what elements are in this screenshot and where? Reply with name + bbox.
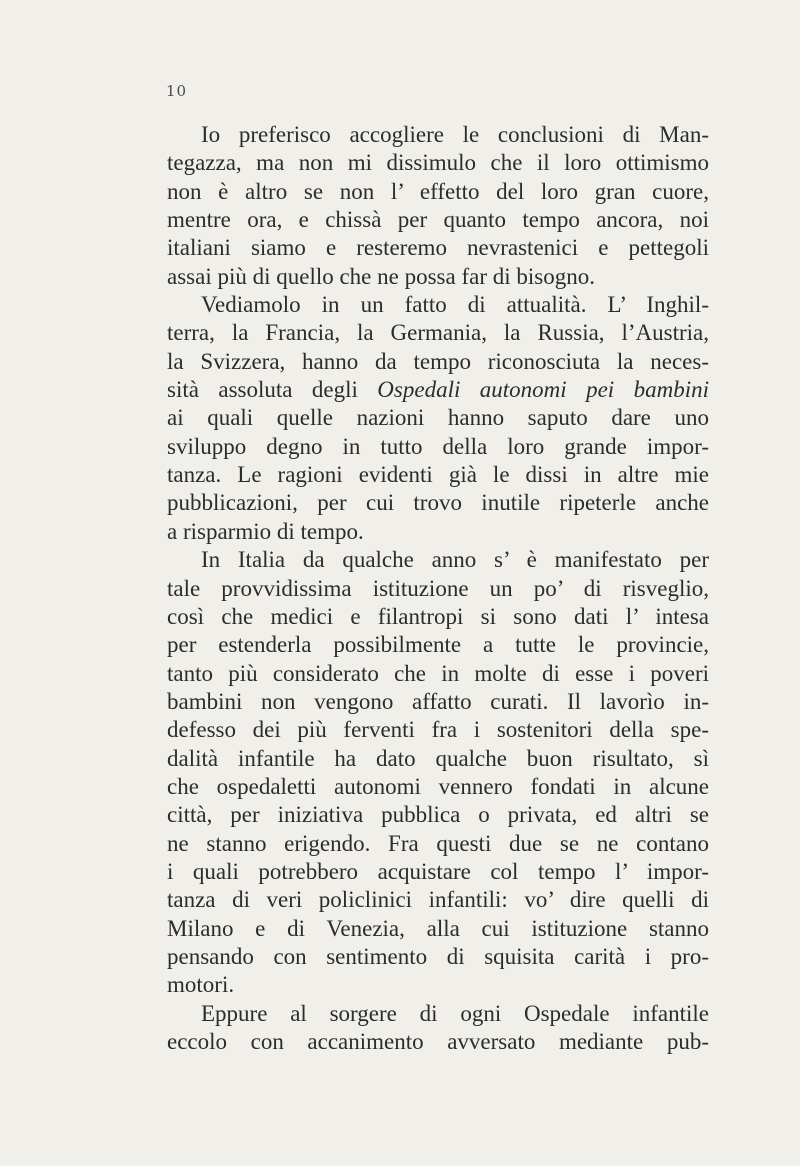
text-line: la Svizzera, hanno da tempo riconosciuta la neces- <box>167 348 709 374</box>
text-line: defesso dei più ferventi fra i sostenitori della spe- <box>167 717 709 743</box>
text-line: tanza. Le ragioni evidenti già le dissi in altre mie <box>167 462 709 488</box>
text-line: bambini non vengono affatto curati. Il lavorìo in- <box>167 688 709 714</box>
text-line: Io preferisco accogliere le conclusioni di Man- <box>201 122 709 147</box>
text-line: tale provvidissima istituzione un po’ di risveglio, <box>167 575 709 601</box>
text-line: Eppure al sorgere di ogni Ospedale infantile <box>201 1000 709 1026</box>
text-line: dalità infantile ha dato qualche buon risultato, sì <box>167 745 709 771</box>
text-line: non è altro se non l’ effetto del loro gran cuore, <box>167 178 709 204</box>
text-line: pensando con sentimento di squisita carità i pro- <box>167 943 709 969</box>
text-line: sviluppo degno in tutto della loro grande impor- <box>167 433 709 459</box>
text-line: così che medici e filantropi si sono dati l’ intesa <box>167 603 709 629</box>
text-line: terra, la Francia, la Germania, la Russia, l’Austria, <box>167 320 709 346</box>
text-line: che ospedaletti autonomi vennero fondati in alcune <box>167 773 709 799</box>
text-line: Vediamolo in un fatto di attualità. L’ Inghil- <box>201 292 709 318</box>
text-line: motori. <box>167 972 235 998</box>
text-line: i quali potrebbero acquistare col tempo l’ impor- <box>167 858 709 884</box>
text-fragment: sità assoluta degli <box>167 377 378 403</box>
page-number: 10 <box>166 82 188 100</box>
text-line: In Italia da qualche anno s’ è manifestato per <box>201 547 709 573</box>
text-line: pubblicazioni, per cui trovo inutile ripeterle anche <box>167 490 709 516</box>
text-line: a risparmio di tempo. <box>167 518 364 544</box>
text-line: assai più di quello che ne possa far di bisogno. <box>167 263 595 289</box>
text-line: per estenderla possibilmente a tutte le provincie, <box>167 632 709 658</box>
body-text <box>167 121 709 1056</box>
text-line: Milano e di Venezia, alla cui istituzione stanno <box>167 915 709 941</box>
text-line: tegazza, ma non mi dissimulo che il loro ottimismo <box>167 150 709 176</box>
text-line-with-italic <box>167 376 709 404</box>
text-line: italiani siamo e resteremo nevrastenici e pettegoli <box>167 235 709 261</box>
text-line: eccolo con accanimento avversato mediante pub- <box>167 1029 709 1054</box>
text-line: tanza di veri policlinici infantili: vo’ dire quelli di <box>167 887 709 913</box>
text-line: città, per iniziativa pubblica o privata, ed altri se <box>167 802 709 828</box>
italic-phrase: Ospedali autonomi pei bambini <box>377 377 709 403</box>
text-line: ai quali quelle nazioni hanno saputo dare uno <box>167 405 709 431</box>
text-line: tanto più considerato che in molte di esse i poveri <box>167 660 709 686</box>
text-line: mentre ora, e chissà per quanto tempo ancora, noi <box>167 207 709 233</box>
text-line: ne stanno erigendo. Fra questi due se ne contano <box>167 830 709 856</box>
